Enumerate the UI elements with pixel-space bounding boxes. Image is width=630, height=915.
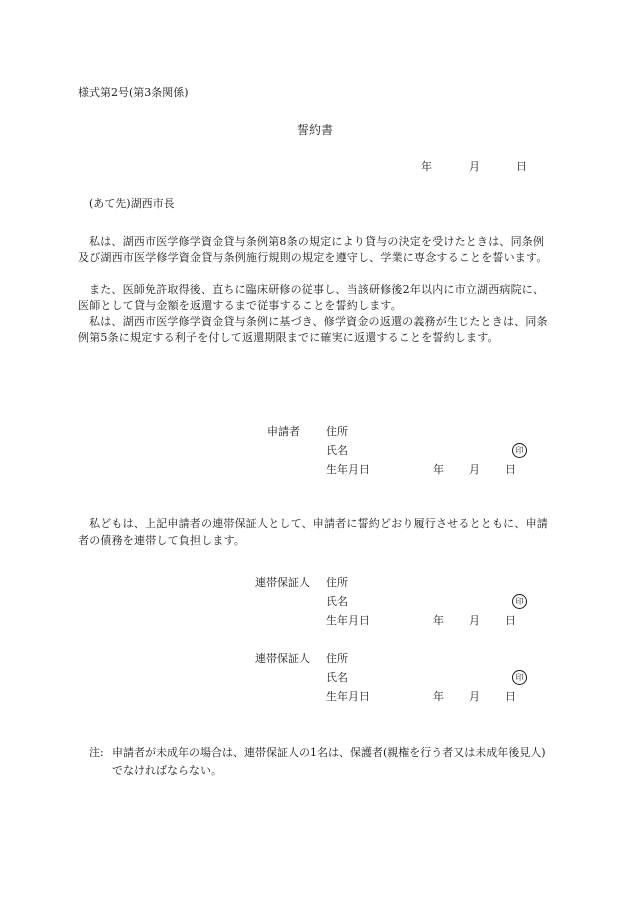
guarantor-birth-label: 生年月日: [326, 690, 370, 703]
guarantor-address-label: 住所: [326, 576, 348, 589]
guarantor-name-label: 氏名: [326, 671, 348, 684]
applicant-seal-mark: 印: [512, 443, 527, 458]
guarantor-birth-month: 月: [469, 614, 480, 627]
applicant-address-label: 住所: [326, 425, 348, 438]
guarantor-seal-mark: 印: [512, 594, 527, 609]
date-year-label: 年: [421, 160, 432, 173]
guarantor-birth-year: 年: [433, 690, 444, 703]
guarantor-birth-year: 年: [433, 614, 444, 627]
guarantor-role: 連帯保証人: [255, 576, 310, 589]
applicant-name-label: 氏名: [326, 444, 348, 457]
applicant-role: 申請者: [267, 425, 300, 438]
guarantor-name-label: 氏名: [326, 595, 348, 608]
guarantor-seal-mark: 印: [512, 670, 527, 685]
applicant-birth-month: 月: [469, 463, 480, 476]
guarantor-birth-month: 月: [469, 690, 480, 703]
applicant-birth-label: 生年月日: [326, 463, 370, 476]
guarantor-birth-day: 日: [505, 614, 516, 627]
addressee: (あて先)湖西市長: [89, 197, 175, 210]
guarantor-role: 連帯保証人: [255, 652, 310, 665]
guarantor-statement: 私どもは、上記申請者の連帯保証人として、申請者に誓約どおり履行させるとともに、申請者の債務を連帯して負担します。: [78, 517, 548, 547]
guarantor-address-label: 住所: [326, 652, 348, 665]
document-title: 誓約書: [297, 123, 334, 137]
applicant-birth-year: 年: [433, 463, 444, 476]
pledge-paragraph-1: 私は、湖西市医学修学資金貸与条例第8条の規定により貸与の決定を受けたときは、同条例及び湖西市医学修学資金貸与条例施行規則の規定を遵守し、学業に専念することを誓います。: [78, 235, 548, 264]
note-text: 申請者が未成年の場合は、連帯保証人の1名は、保護者(親権を行う者又は未成年後見人)でなければならない。: [112, 746, 546, 777]
pledge-paragraph-2: また、医師免許取得後、直ちに臨床研修の従事し、当該研修後2年以内に市立湖西病院に、医師として貸与金額を返還するまで従事することを誓約します。: [78, 283, 545, 312]
guarantor-birth-label: 生年月日: [326, 614, 370, 627]
pledge-paragraph-3: 私は、湖西市医学修学資金貸与条例に基づき、修学資金の返還の義務が生じたときは、同条例第5条に規定する利子を付して返還期限までに確実に返還することを誓約します。: [78, 315, 548, 344]
date-day-label: 日: [516, 160, 527, 173]
form-number: 様式第2号(第3条関係): [78, 86, 189, 99]
applicant-birth-day: 日: [505, 463, 516, 476]
guarantor-birth-day: 日: [505, 690, 516, 703]
note-label: 注:: [89, 746, 104, 759]
date-month-label: 月: [469, 160, 480, 173]
